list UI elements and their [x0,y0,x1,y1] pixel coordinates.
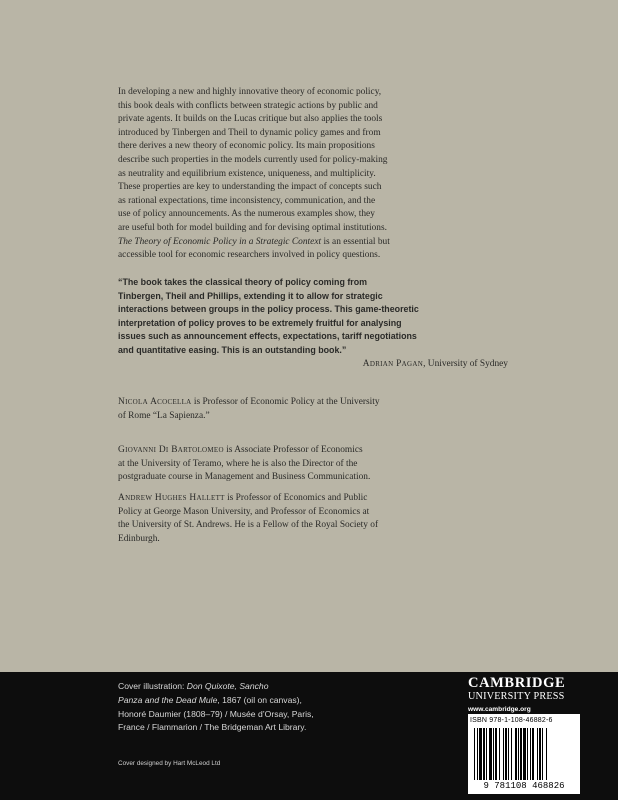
quote-line: interpretation of policy proves to be extremely fruitful for analysing [118,317,402,328]
description-line: there derives a new theory of economic policy. Its main propositions [118,141,375,152]
description-line: as neutrality and equilibrium existence, uniqueness, and multiplicity. [118,168,376,179]
isbn-barcode [468,714,580,794]
barcode-bar [493,728,494,780]
barcode-bar [542,728,543,780]
bio-line: Edinburgh. [118,533,160,544]
bio-line: the University of St. Andrews. He is a Fellow of the Royal Society of [118,520,379,531]
quote-line: Tinbergen, Theil and Phillips, extending it to allow for strategic [118,290,383,301]
description-line: private agents. It builds on the Lucas critique but also applies the tools [118,114,383,125]
description-line: accessible tool for economic researchers involved in policy questions. [118,250,381,261]
publisher-name-1: CAMBRIDGE [468,675,566,691]
book-title: The Theory of Economic Policy in a Strategic Context [118,236,322,247]
quote-affiliation: , University of Sydney [423,358,508,369]
bio-line: at the University of Teramo, where he is also the Director of the [118,458,358,469]
description-line: as rational expectations, time inconsistency, communication, and the [118,195,376,206]
barcode-bar [486,728,487,780]
bio-line: Policy at George Mason University, and Professor of Economics at [118,506,370,517]
bio-line: of Rome “La Sapienza.” [118,410,210,421]
author-bio-hughes-hallett [118,492,508,546]
barcode-bar [489,728,492,780]
barcode-bar [505,728,507,780]
author-bio-di-bartolomeo [118,444,508,485]
publisher-name-2: UNIVERSITY PRESS [468,691,565,702]
publisher-url: www.cambridge.org [468,706,531,713]
barcode-bar [503,728,504,780]
credit-year: , 1867 (oil on canvas), [217,694,302,705]
barcode-bar [518,728,519,780]
author-bio-acocella [118,396,508,423]
barcode-bar [539,728,541,780]
author-name: Nicola Acocella [118,397,192,407]
bio-line: postgraduate course in Management and Business Communication. [118,472,371,483]
barcode-bar [530,728,531,780]
quote-attribution [118,358,508,372]
credit-prefix: Cover illustration: [118,681,187,691]
cover-illustration-credit [118,680,358,735]
barcode-bar [495,728,497,780]
barcode-bar [479,728,482,780]
quote-line: “The book takes the classical theory of policy coming from [118,277,368,287]
barcode-bar [511,728,512,780]
artwork-title-b: Panza and the Dead Mule [118,694,218,705]
barcode-bar [523,728,526,780]
description-line: describe such properties in the models currently used for policy-making [118,154,388,165]
author-name: Andrew Hughes Hallett [118,493,225,503]
quote-line: issues such as announcement effects, expectations, tariff negotiations [118,331,417,342]
description-line: In developing a new and highly innovative theory of economic policy, [118,87,382,97]
artwork-title-a: Don Quixote, Sancho [186,681,269,691]
publisher-logo [468,676,578,713]
barcode-bars [472,728,576,780]
barcode-bar [499,728,500,780]
barcode-bar [537,728,538,780]
author-name: Giovanni Di Bartolomeo [118,445,224,455]
cover-designer-credit: Cover designed by Hart McLeod Ltd [118,760,221,767]
endorsement-quote [118,276,508,371]
description-line: are useful both for model building and for devising optimal institutions. [118,222,387,233]
barcode-digits: 9 781108 468826 [483,781,565,791]
barcode-bar [527,728,528,780]
description-line: introduced by Tinbergen and Theil to dynamic policy games and from [118,127,381,138]
barcode-bar [474,728,475,780]
book-description [118,86,508,263]
barcode-bar [508,728,509,780]
barcode-bar [520,728,522,780]
credit-line [118,694,358,708]
barcode-bar [546,728,547,780]
barcode-bar [532,728,534,780]
isbn-text: ISBN 978-1-108-46882-6 [470,717,553,724]
quote-author: Adrian Pagan [362,358,424,369]
description-line: use of policy announcements. As the numerous examples show, they [118,209,375,220]
bio-text: is Professor of Economics and Public [224,493,368,503]
bio-text: is Professor of Economic Policy at the University [191,397,380,407]
quote-line: and quantitative easing. This is an outstanding book.” [118,344,347,355]
description-title-rest: is an essential but [321,236,390,247]
credit-line [118,680,358,694]
quote-line: interactions between groups in the policy process. This game-theoretic [118,304,419,315]
credit-line: France / Flammarion / The Bridgeman Art Library. [118,722,307,733]
description-title-line [118,236,508,250]
bio-line [118,444,508,458]
description-line: this book deals with conflicts between strategic actions by public and [118,100,378,111]
credit-line: Honoré Daumier (1808–79) / Musée d’Orsay, Paris, [118,708,314,719]
bio-line [118,396,508,410]
description-line: These properties are key to understanding the impact of concepts such [118,182,382,193]
barcode-bar [483,728,485,780]
bio-line [118,492,508,506]
barcode-bar [515,728,517,780]
barcode-bar [477,728,478,780]
bio-text: is Associate Professor of Economics [223,445,363,455]
